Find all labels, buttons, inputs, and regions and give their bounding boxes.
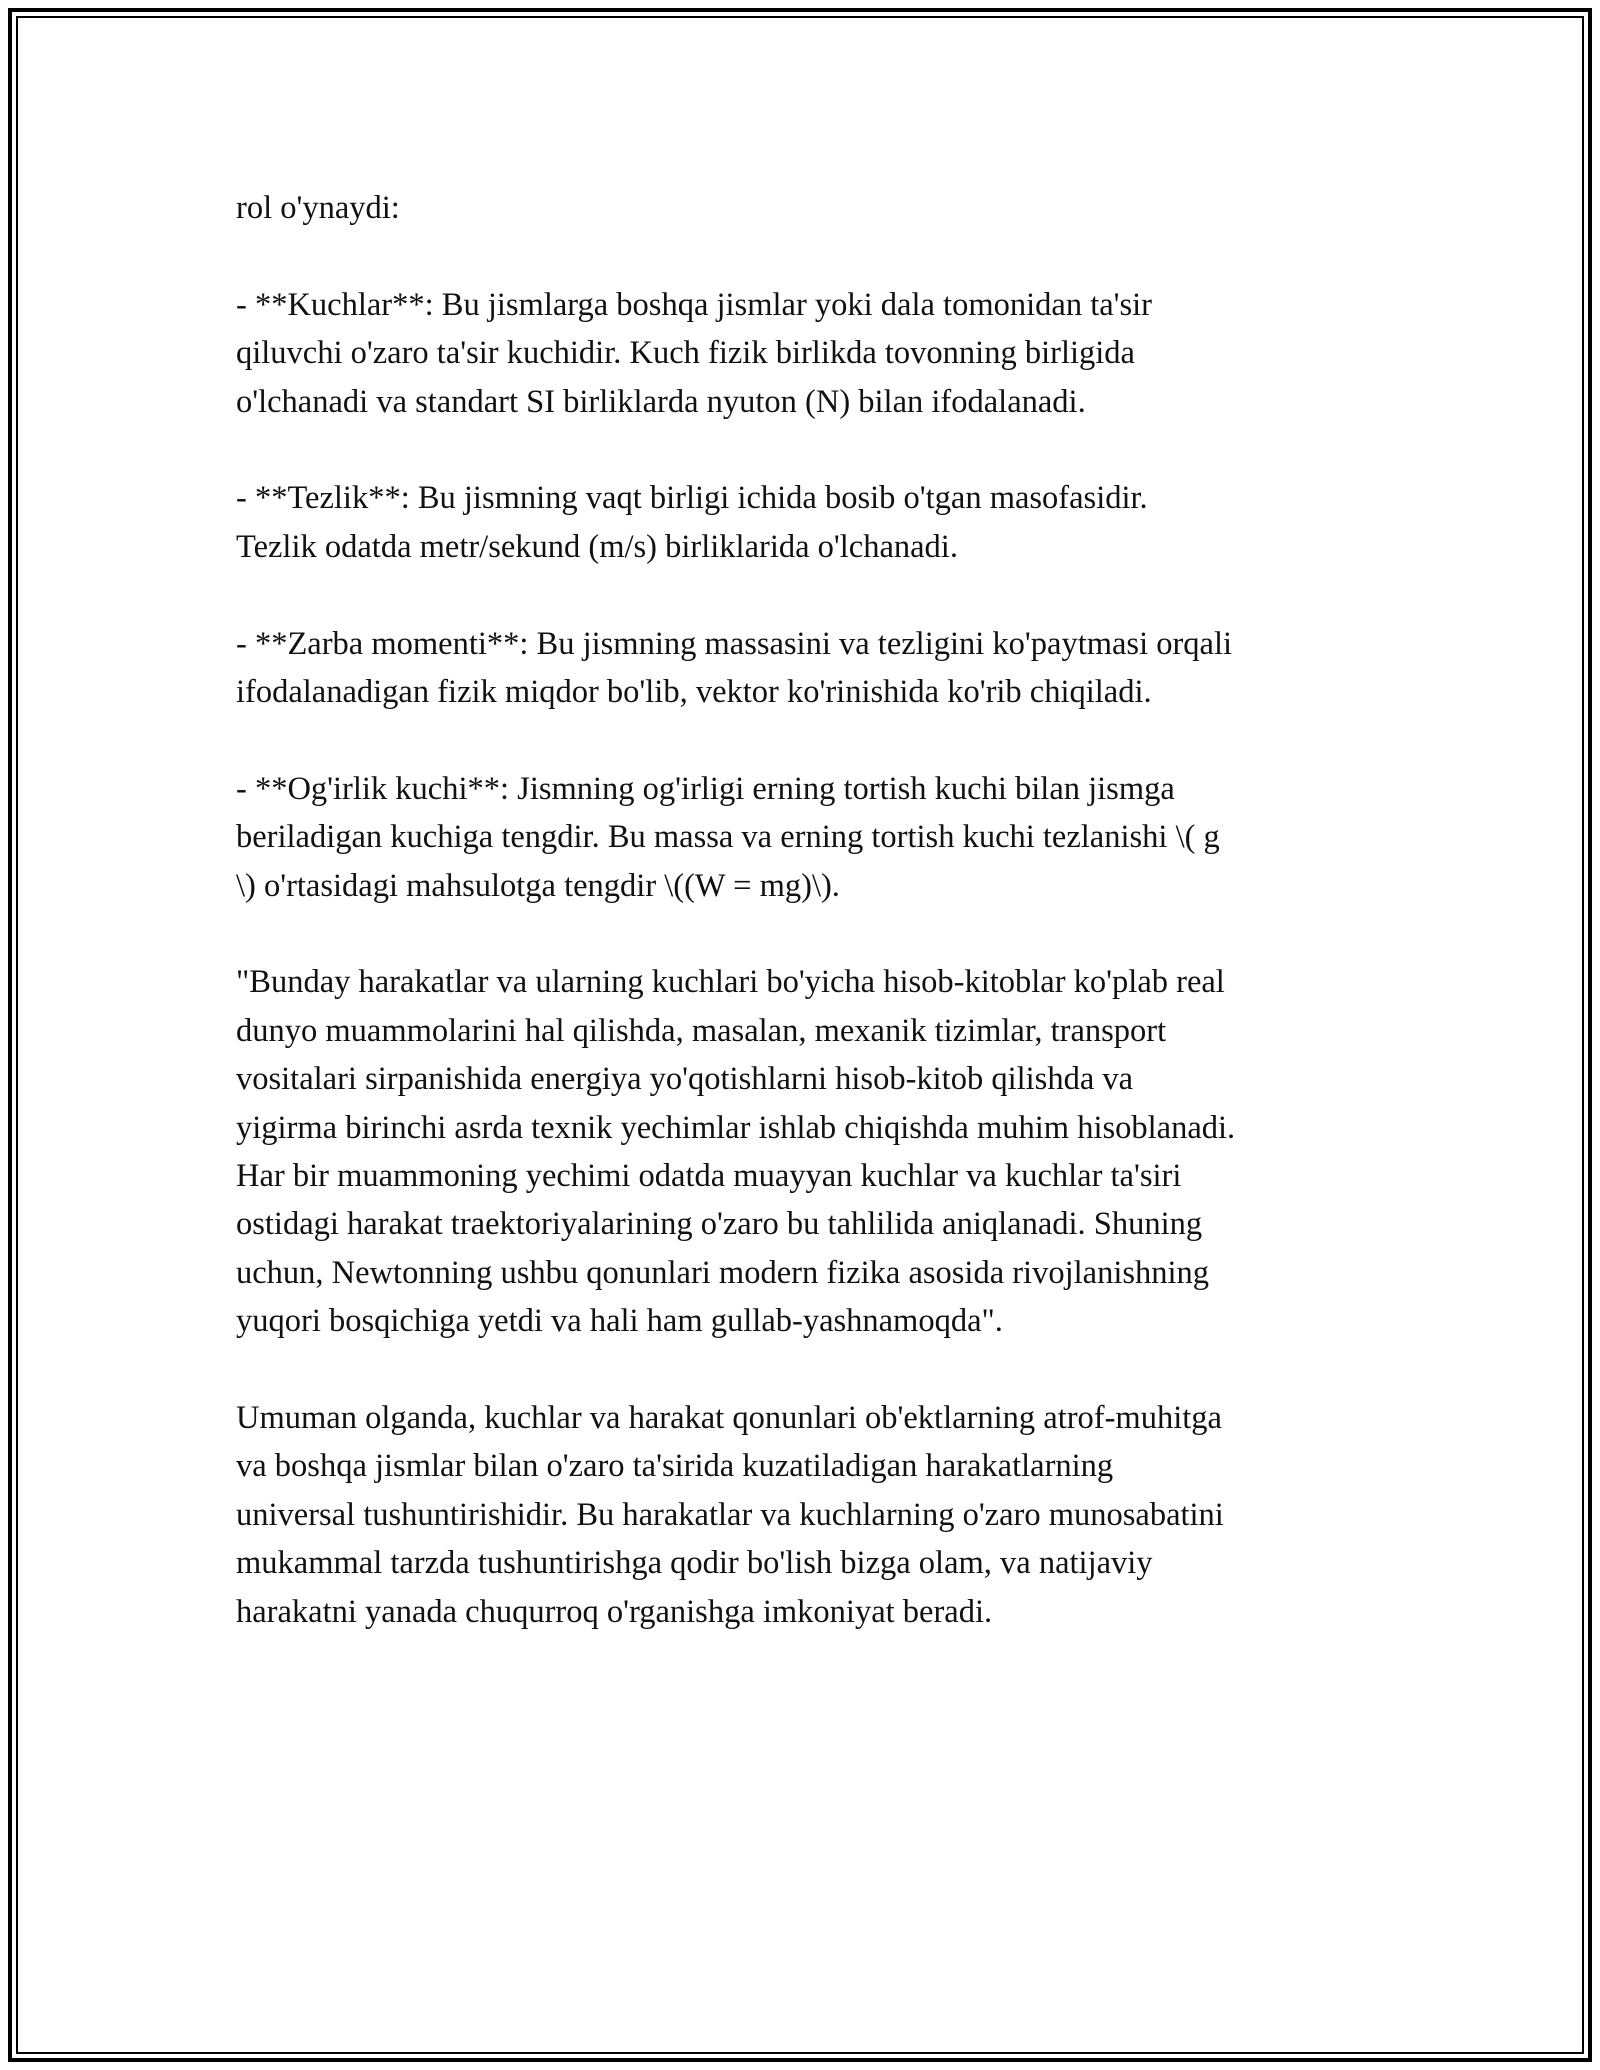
- paragraph-zarba-momenti: - **Zarba momenti**: Bu jismning massasini va tezligini ko'paytmasi orqali ifodalanadigan fizik miqdor bo'lib, vektor ko'rinishida ko'rib chiqiladi.: [236, 625, 1233, 711]
- paragraph-quote: "Bunday harakatlar va ularning kuchlari bo'yicha hisob-kitoblar ko'plab real dunyo muammolarini hal qilishda, masalan, mexanik tizimlar, transport vositalari sirpanishida energiya yo'qotishlarni hisob-kitob qilishda va yigirma birinchi asrda texnik yechimlar ishlab chiqishda muhim hisoblanadi. Har bir muammoning yechimi odatda muayyan kuchlar va kuchlar ta'siri ostidagi harakat traektoriyalarining o'zaro bu tahlilida aniqlanadi. Shuning uchun, Newtonning ushbu qonunlari modern fizika asosida rivojlanishning yuqori bosqichiga yetdi va hali ham gullab-yashnamoqda".: [236, 964, 1236, 1340]
- paragraph-ogirlik-kuchi: - **Og'irlik kuchi**: Jismning og'irligi erning tortish kuchi bilan jismga beriladigan kuchiga tengdir. Bu massa va erning tortish kuchi tezlanishi \( g \) o'rtasidagi mahsulotga tengdir \((W = mg)\).: [236, 770, 1220, 904]
- document-body: [236, 184, 1396, 1684]
- paragraph-kuchlar: - **Kuchlar**: Bu jismlarga boshqa jismlar yoki dala tomonidan ta'sir qiluvchi o'zaro ta'sir kuchidir. Kuch fizik birlikda tovonning birligida o'lchanadi va standart SI birliklarda nyuton (N) bilan ifodalanadi.: [236, 286, 1152, 420]
- paragraph-conclusion: Umuman olganda, kuchlar va harakat qonunlari ob'ektlarning atrof-muhitga va boshqa jismlar bilan o'zaro ta'sirida kuzatiladigan harakatlarning universal tushuntirishidir. Bu harakatlar va kuchlarning o'zaro munosabatini mukammal tarzda tushuntirishga qodir bo'lish bizga olam, va natijaviy harakatni yanada chuqurroq o'rganishga imkoniyat beradi.: [236, 1400, 1224, 1630]
- paragraph-intro: rol o'ynaydi:: [236, 190, 400, 226]
- paragraph-tezlik: - **Tezlik**: Bu jismning vaqt birligi ichida bosib o'tgan masofasidir. Tezlik odatda metr/sekund (m/s) birliklarida o'lchanadi.: [236, 480, 1148, 565]
